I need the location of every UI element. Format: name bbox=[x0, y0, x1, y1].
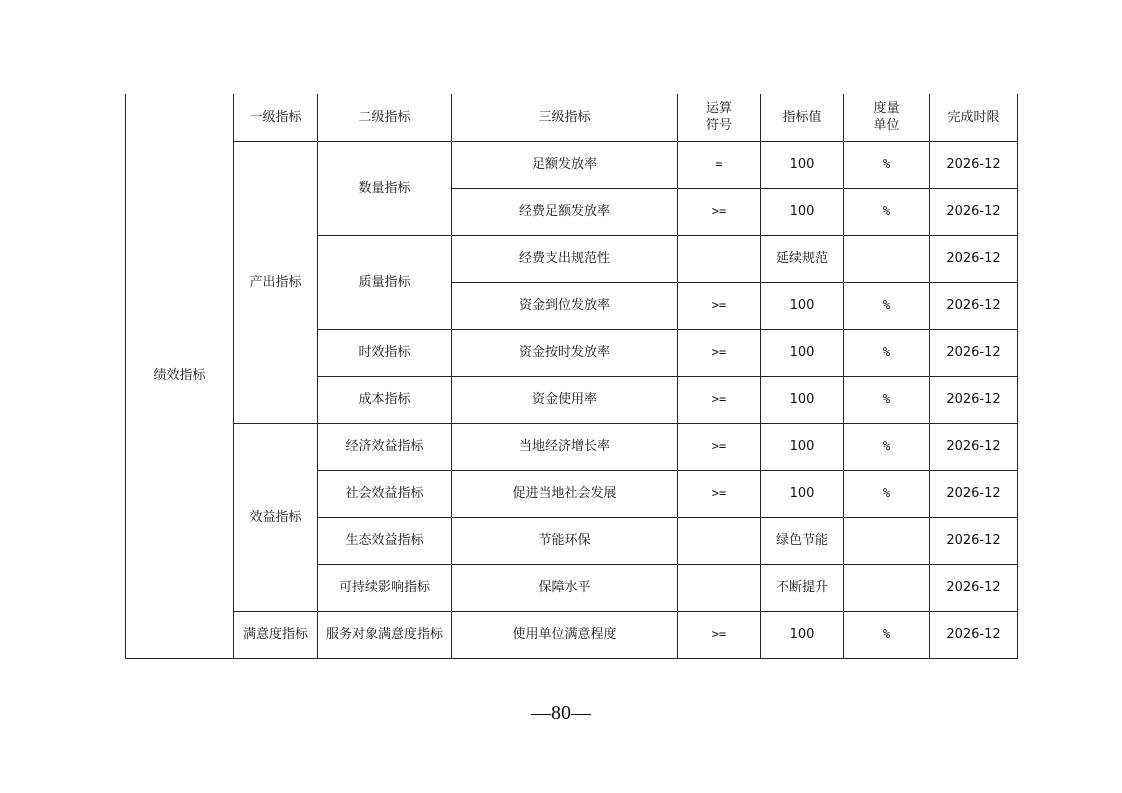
header-level1: 一级指标 bbox=[234, 94, 318, 141]
subgroup-timeliness: 时效指标 bbox=[318, 329, 452, 376]
value-cell: 100 bbox=[761, 376, 844, 423]
header-value: 指标值 bbox=[761, 94, 844, 141]
unit-cell: % bbox=[844, 611, 930, 658]
indicator-cell: 足额发放率 bbox=[452, 141, 678, 188]
unit-cell: % bbox=[844, 188, 930, 235]
indicator-cell: 当地经济增长率 bbox=[452, 423, 678, 470]
value-cell: 100 bbox=[761, 282, 844, 329]
indicator-cell: 保障水平 bbox=[452, 564, 678, 611]
indicator-cell: 资金按时发放率 bbox=[452, 329, 678, 376]
value-cell: 100 bbox=[761, 188, 844, 235]
unit-cell: % bbox=[844, 376, 930, 423]
table-row bbox=[126, 611, 1018, 658]
indicator-cell: 经费支出规范性 bbox=[452, 235, 678, 282]
deadline-cell: 2026-12 bbox=[930, 517, 1018, 564]
page-number: —80— bbox=[531, 702, 591, 724]
operator-cell bbox=[678, 564, 761, 611]
operator-cell: >= bbox=[678, 329, 761, 376]
unit-cell bbox=[844, 564, 930, 611]
table-row bbox=[126, 141, 1018, 188]
indicator-cell: 资金使用率 bbox=[452, 376, 678, 423]
category-label: 绩效指标 bbox=[153, 368, 206, 384]
indicator-cell: 使用单位满意程度 bbox=[452, 611, 678, 658]
unit-cell: % bbox=[844, 141, 930, 188]
deadline-cell: 2026-12 bbox=[930, 611, 1018, 658]
header-level3: 三级指标 bbox=[452, 94, 678, 141]
header-operator: 运算 符号 bbox=[678, 94, 761, 141]
value-cell: 100 bbox=[761, 141, 844, 188]
subgroup-economic: 经济效益指标 bbox=[318, 423, 452, 470]
operator-cell: >= bbox=[678, 376, 761, 423]
value-cell: 100 bbox=[761, 423, 844, 470]
table-row bbox=[126, 423, 1018, 470]
operator-cell: >= bbox=[678, 423, 761, 470]
indicator-cell: 经费足额发放率 bbox=[452, 188, 678, 235]
header-unit: 度量 单位 bbox=[844, 94, 930, 141]
operator-cell: >= bbox=[678, 188, 761, 235]
deadline-cell: 2026-12 bbox=[930, 235, 1018, 282]
deadline-cell: 2026-12 bbox=[930, 188, 1018, 235]
deadline-cell: 2026-12 bbox=[930, 141, 1018, 188]
deadline-cell: 2026-12 bbox=[930, 282, 1018, 329]
header-deadline: 完成时限 bbox=[930, 94, 1018, 141]
indicator-cell: 节能环保 bbox=[452, 517, 678, 564]
operator-cell: >= bbox=[678, 282, 761, 329]
value-cell: 100 bbox=[761, 329, 844, 376]
deadline-cell: 2026-12 bbox=[930, 470, 1018, 517]
subgroup-ecological: 生态效益指标 bbox=[318, 517, 452, 564]
unit-cell: % bbox=[844, 423, 930, 470]
group-output: 产出指标 bbox=[234, 141, 318, 423]
subgroup-cost: 成本指标 bbox=[318, 376, 452, 423]
category-cell bbox=[126, 94, 234, 658]
unit-cell: % bbox=[844, 282, 930, 329]
subgroup-quantity: 数量指标 bbox=[318, 141, 452, 235]
subgroup-service: 服务对象满意度指标 bbox=[318, 611, 452, 658]
value-cell: 100 bbox=[761, 611, 844, 658]
table-header-row bbox=[126, 94, 1018, 141]
group-satisfaction: 满意度指标 bbox=[234, 611, 318, 658]
operator-cell bbox=[678, 517, 761, 564]
indicator-cell: 促进当地社会发展 bbox=[452, 470, 678, 517]
group-benefit: 效益指标 bbox=[234, 423, 318, 611]
subgroup-quality: 质量指标 bbox=[318, 235, 452, 329]
subgroup-sustainable: 可持续影响指标 bbox=[318, 564, 452, 611]
value-cell: 不断提升 bbox=[761, 564, 844, 611]
header-level2: 二级指标 bbox=[318, 94, 452, 141]
deadline-cell: 2026-12 bbox=[930, 376, 1018, 423]
performance-indicator-table bbox=[125, 94, 1018, 659]
operator-cell: = bbox=[678, 141, 761, 188]
deadline-cell: 2026-12 bbox=[930, 564, 1018, 611]
operator-cell bbox=[678, 235, 761, 282]
value-cell: 延续规范 bbox=[761, 235, 844, 282]
unit-cell: % bbox=[844, 470, 930, 517]
unit-cell: % bbox=[844, 329, 930, 376]
deadline-cell: 2026-12 bbox=[930, 423, 1018, 470]
value-cell: 100 bbox=[761, 470, 844, 517]
indicator-cell: 资金到位发放率 bbox=[452, 282, 678, 329]
value-cell: 绿色节能 bbox=[761, 517, 844, 564]
unit-cell bbox=[844, 235, 930, 282]
deadline-cell: 2026-12 bbox=[930, 329, 1018, 376]
subgroup-social: 社会效益指标 bbox=[318, 470, 452, 517]
unit-cell bbox=[844, 517, 930, 564]
operator-cell: >= bbox=[678, 470, 761, 517]
operator-cell: >= bbox=[678, 611, 761, 658]
